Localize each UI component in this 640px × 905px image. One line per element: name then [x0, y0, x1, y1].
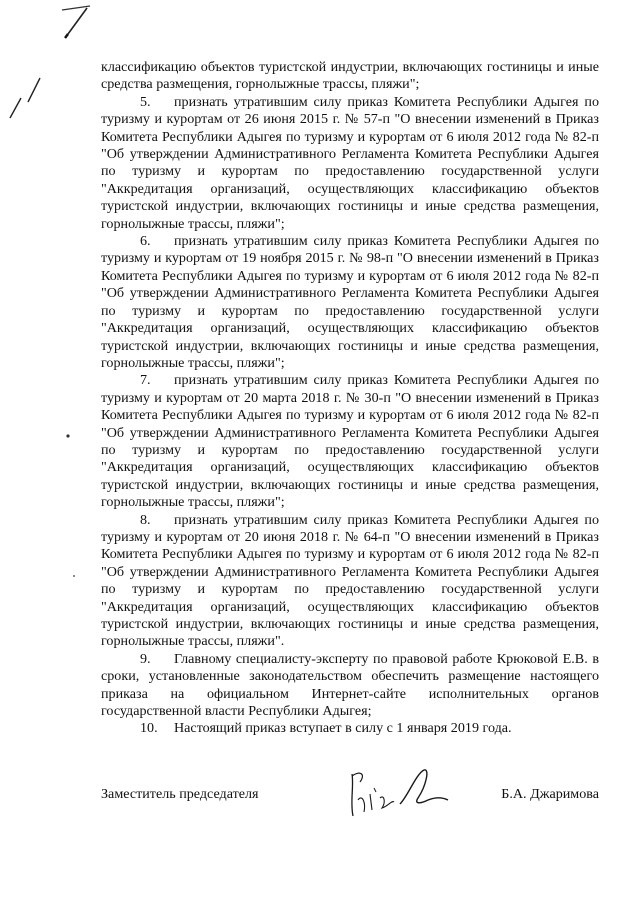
dot-mark — [64, 432, 72, 440]
document-body — [101, 59, 599, 738]
paragraph-8 — [101, 512, 599, 651]
paragraph-number: 6. — [140, 233, 151, 250]
paragraph-text: классификацию объектов туристской индустрии, включающих гостиницы и иные средства размещения, горнолыжные трассы, пляжи"; — [101, 59, 599, 93]
pen-mark-top — [60, 4, 100, 40]
paragraph-9 — [101, 651, 599, 721]
handwritten-signature — [344, 764, 454, 824]
paragraph-text: признать утратившим силу приказ Комитета Республики Адыгея по туризму и курортам от 19 ноября 2015 г. № 98-п "О внесении изменений в Приказ Комитета Республики Адыгея по туризму и курортам от 6 июля 2012 года № 82-п "Об утверждении Административного Регламента Комитета Республики Адыгея по туризму и курортам по предоставлению государственной услуги "Аккредитация организаций, осуществляющих классификацию объектов туристской индустрии, включающих гостиницы и иные средства размещения, горнолыжные трассы, пляжи"; — [101, 233, 599, 371]
pen-mark-left-2 — [6, 96, 26, 122]
paragraph-text: признать утратившим силу приказ Комитета Республики Адыгея по туризму и курортам от 20 марта 2018 г. № 30-п "О внесении изменений в Приказ Комитета Республики Адыгея по туризму и курортам от 6 июля 2012 года № 82-п "Об утверждении Административного Регламента Комитета Республики Адыгея по туризму и курортам по предоставлению государственной услуги "Аккредитация организаций, осуществляющих классификацию объектов туристской индустрии, включающих гостиницы и иные средства размещения, горнолыжные трассы, пляжи"; — [101, 372, 599, 511]
paragraph-text: признать утратившим силу приказ Комитета Республики Адыгея по туризму и курортам от 26 июня 2015 г. № 57-п "О внесении изменений в Приказ Комитета Республики Адыгея по туризму и курортам от 6 июля 2012 года № 82-п "Об утверждении Административного Регламента Комитета Республики Адыгея по туризму и курортам по предоставлению государственной услуги "Аккредитация организаций, осуществляющих классификацию объектов туристской индустрии, включающих гостиницы и иные средства размещения, горнолыжные трассы, пляжи"; — [101, 93, 599, 232]
paragraph-5 — [101, 94, 599, 233]
paragraph-text: Настоящий приказ вступает в силу с 1 января 2019 года. — [174, 720, 512, 737]
paragraph-number: 9. — [140, 650, 151, 667]
paragraph-6 — [101, 233, 599, 372]
paragraph-number: 8. — [140, 511, 151, 528]
signature-block — [101, 786, 599, 816]
dot-mark-small — [70, 572, 78, 580]
paragraph-number: 5. — [140, 93, 151, 110]
signatory-name: Б.А. Джаримова — [501, 786, 599, 802]
paragraph-text: признать утратившим силу приказ Комитета Республики Адыгея по туризму и курортам от 20 июня 2018 г. № 64-п "О внесении изменений в Приказ Комитета Республики Адыгея по туризму и курортам от 6 июля 2012 года № 82-п "Об утверждении Административного Регламента Комитета Республики Адыгея по туризму и курортам по предоставлению государственной услуги "Аккредитация организаций, осуществляющих классификацию объектов туристской индустрии, включающих гостиницы и иные средства размещения, горнолыжные трассы, пляжи". — [101, 511, 599, 650]
signatory-position: Заместитель председателя — [101, 786, 259, 802]
paragraph-text: Главному специалисту-эксперту по правовой работе Крюковой Е.В. в сроки, установленные законодательством обеспечить размещение настоящего приказа на официальном Интернет-сайте исполнительных органов государственной власти Республики Адыгея; — [101, 650, 599, 720]
paragraph-continuation — [101, 59, 599, 94]
paragraph-7 — [101, 372, 599, 511]
paragraph-10 — [101, 720, 599, 737]
paragraph-number: 10. — [140, 720, 158, 737]
pen-mark-left-1 — [24, 76, 44, 106]
paragraph-number: 7. — [140, 372, 151, 389]
